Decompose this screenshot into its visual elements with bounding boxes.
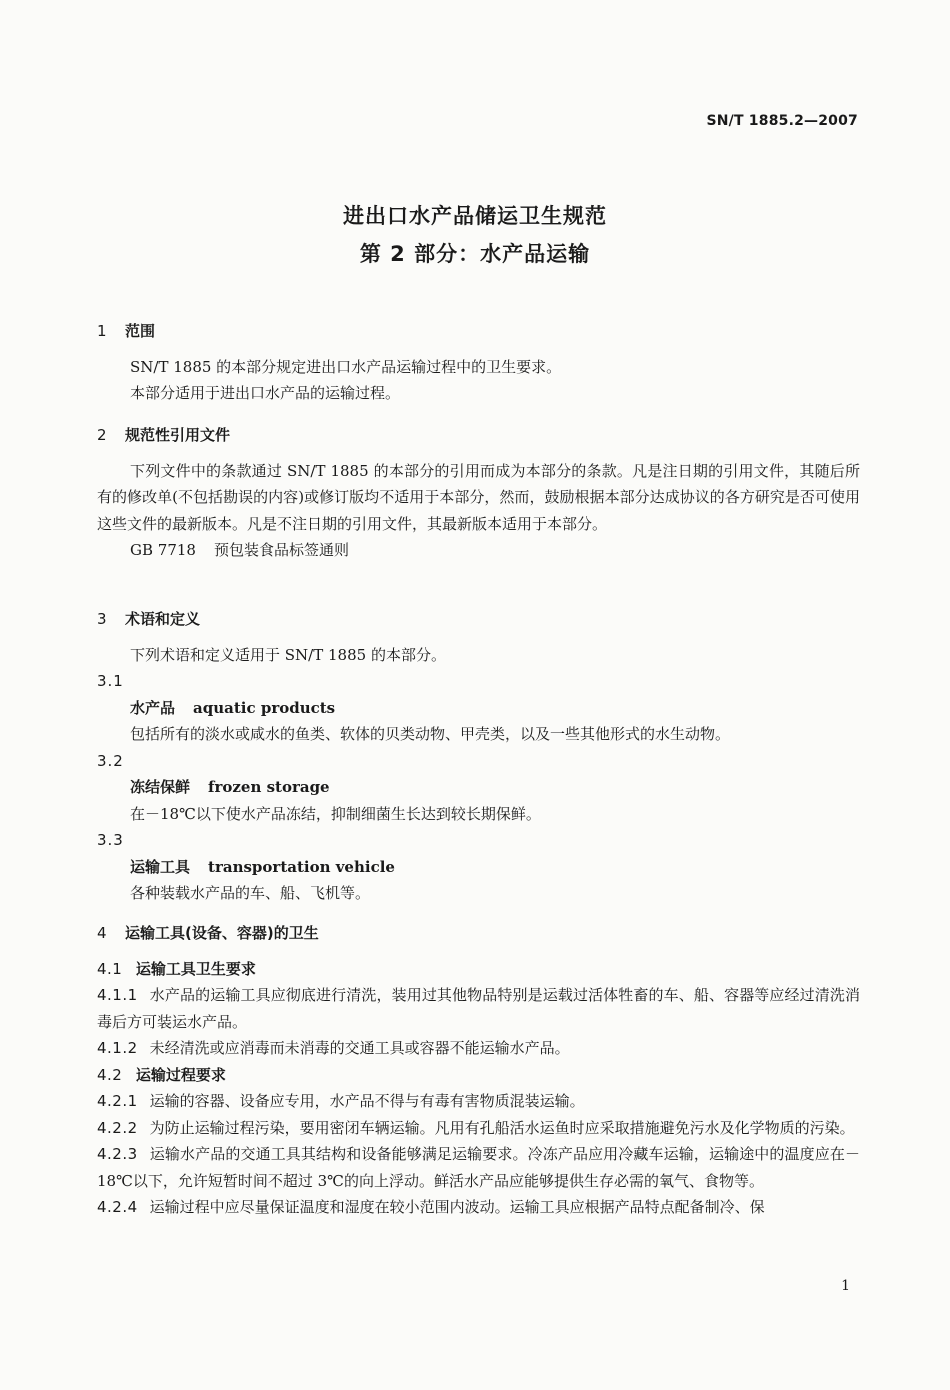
subsection-heading xyxy=(97,1062,860,1089)
term-en: frozen storage xyxy=(208,778,330,796)
term-definition: 包括所有的淡水或咸水的鱼类、软体的贝类动物、甲壳类，以及一些其他形式的水生动物。 xyxy=(130,725,731,743)
standard-code: SN/T 1885.2—2007 xyxy=(706,113,858,129)
paragraph: 下列文件中的条款通过 SN/T 1885 的本部分的引用而成为本部分的条款。凡是注日期的引用文件，其随后所有的修改单(不包括勘误的内容)或修订版均不适用于本部分，然而，鼓励根据本部分达成协议的各方研究是否可使用这些文件的最新版本。凡是不注日期的引用文件，其最新版本适用于本部分。 xyxy=(97,461,860,533)
clause-text: 未经清洗或应消毒而未消毒的交通工具或容器不能运输水产品。 xyxy=(149,1039,570,1057)
subsection-title: 运输工具卫生要求 xyxy=(135,959,256,978)
term-entry xyxy=(97,695,860,722)
term-number: 3.1 xyxy=(97,672,124,690)
section-title: 运输工具(设备、容器)的卫生 xyxy=(125,924,319,942)
clause-text: 运输过程中应尽量保证温度和湿度在较小范围内波动。运输工具应根据产品特点配备制冷、保 xyxy=(149,1198,765,1216)
section-heading xyxy=(97,422,860,449)
term-definition: 各种装载水产品的车、船、飞机等。 xyxy=(130,884,371,902)
section-1 xyxy=(97,318,860,407)
subsection-heading xyxy=(97,956,860,983)
clause-number: 4.1.2 xyxy=(97,1039,138,1057)
section-title: 术语和定义 xyxy=(125,610,201,628)
section-number: 3 xyxy=(97,610,107,628)
section-title: 范围 xyxy=(125,322,156,340)
term-definition: 在－18℃以下使水产品冻结，抑制细菌生长达到较长期保鲜。 xyxy=(130,804,541,823)
clause-number: 4.2.3 xyxy=(97,1145,138,1163)
paragraph: 下列术语和定义适用于 SN/T 1885 的本部分。 xyxy=(130,645,446,664)
section-number: 4 xyxy=(97,924,107,942)
clause xyxy=(97,1115,860,1142)
clause-text: 运输水产品的交通工具其结构和设备能够满足运输要求。冷冻产品应用冷藏车运输，运输途中的温度应在－18℃以下，允许短暂时间不超过 3℃的向上浮动。鲜活水产品应能够提供生存必需的氧气、食物等。 xyxy=(97,1145,860,1190)
section-4 xyxy=(97,920,860,1221)
subsection-number: 4.1 xyxy=(97,959,123,978)
term-entry xyxy=(97,854,860,881)
reference-code: GB 7718 xyxy=(130,541,196,559)
clause-number: 4.2.1 xyxy=(97,1092,138,1110)
page-number: 1 xyxy=(841,1278,850,1294)
clause xyxy=(97,1194,860,1221)
paragraph: SN/T 1885 的本部分规定进出口水产品运输过程中的卫生要求。 xyxy=(130,357,562,376)
term-number: 3.3 xyxy=(97,831,124,849)
section-heading xyxy=(97,920,860,947)
section-number: 1 xyxy=(97,322,107,340)
clause xyxy=(97,1141,860,1194)
clause xyxy=(97,1035,860,1062)
section-heading xyxy=(97,606,860,633)
term-zh: 冻结保鲜 xyxy=(130,778,191,796)
term-en: aquatic products xyxy=(193,698,336,717)
subsection-title: 运输过程要求 xyxy=(135,1065,226,1084)
section-number: 2 xyxy=(97,426,107,444)
clause-text: 为防止运输过程污染，要用密闭车辆运输。凡用有孔船活水运鱼时应采取措施避免污水及化学物质的污染。 xyxy=(149,1118,855,1137)
clause-number: 4.1.1 xyxy=(97,986,138,1004)
clause-number: 4.2.2 xyxy=(97,1118,138,1137)
reference-title: 预包装食品标签通则 xyxy=(213,541,349,559)
term-en: transportation vehicle xyxy=(208,857,395,876)
document-title: 进出口水产品储运卫生规范 xyxy=(343,204,607,228)
section-heading xyxy=(97,318,860,345)
paragraph: 本部分适用于进出口水产品的运输过程。 xyxy=(130,384,401,402)
term-zh: 水产品 xyxy=(130,698,176,717)
term-entry xyxy=(97,774,860,801)
subsection-number: 4.2 xyxy=(97,1065,123,1084)
section-title: 规范性引用文件 xyxy=(125,426,231,444)
reference-item xyxy=(97,537,860,564)
clause xyxy=(97,982,860,1035)
section-3 xyxy=(97,606,860,907)
section-2 xyxy=(97,422,860,564)
term-number: 3.2 xyxy=(97,751,124,770)
clause-text: 运输的容器、设备应专用，水产品不得与有毒有害物质混装运输。 xyxy=(149,1092,585,1110)
clause xyxy=(97,1088,860,1115)
term-zh: 运输工具 xyxy=(130,857,191,876)
clause-text: 水产品的运输工具应彻底进行清洗，装用过其他物品特别是运载过活体牲畜的车、船、容器等应经过清洗消毒后方可装运水产品。 xyxy=(97,986,860,1031)
document-subtitle: 第 2 部分：水产品运输 xyxy=(359,242,591,266)
clause-number: 4.2.4 xyxy=(97,1198,138,1216)
